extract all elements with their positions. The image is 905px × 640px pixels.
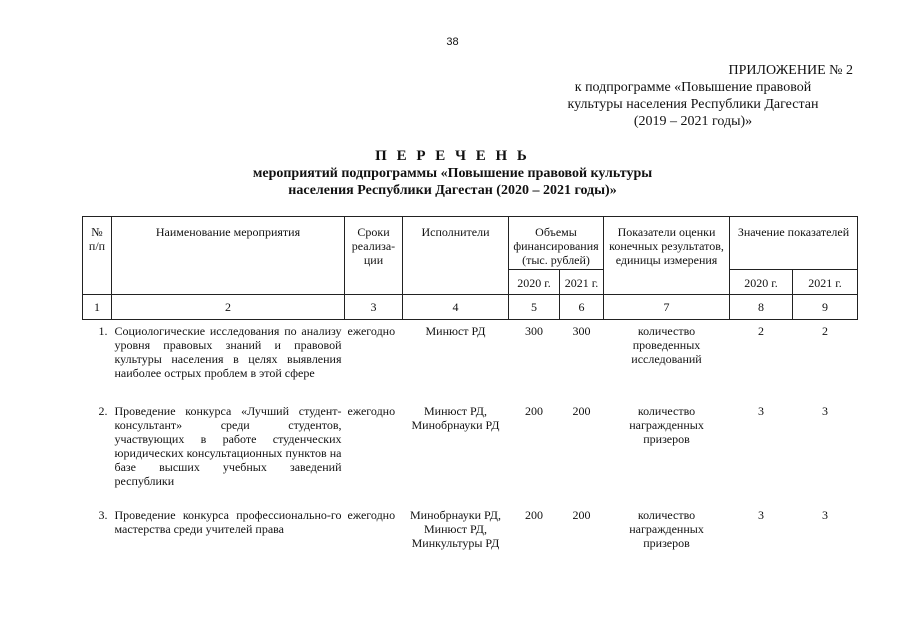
header-values-2020: 2020 г. bbox=[730, 270, 793, 295]
table-row bbox=[83, 400, 858, 504]
activity-terms: ежегодно bbox=[347, 324, 396, 338]
column-number: 6 bbox=[560, 295, 604, 320]
activity-executors: Минобрнауки РД, Минюст РД, Минкультуры РД bbox=[410, 508, 501, 550]
header-terms: Сроки реализа-ции bbox=[345, 217, 403, 295]
appendix-line: культуры населения Республики Дагестан bbox=[567, 97, 819, 112]
value-2020: 2 bbox=[758, 324, 765, 338]
appendix-heading: ПРИЛОЖЕНИЕ № 2 bbox=[728, 63, 853, 78]
appendix-block bbox=[533, 62, 853, 130]
title-subtitle: населения Республики Дагестан (2020 – 2021 годы)» bbox=[288, 183, 617, 198]
activity-terms: ежегодно bbox=[347, 404, 396, 418]
column-number: 9 bbox=[793, 295, 858, 320]
header-funding: Объемы финансирования (тыс. рублей) bbox=[509, 217, 604, 270]
activity-indicator: количество награжденных призеров bbox=[629, 508, 704, 550]
activity-indicator: количество награжденных призеров bbox=[629, 404, 704, 446]
column-number: 7 bbox=[604, 295, 730, 320]
activities-table bbox=[82, 216, 858, 568]
appendix-line: (2019 – 2021 годы)» bbox=[633, 114, 753, 129]
header-num: № п/п bbox=[83, 217, 112, 295]
header-name: Наименование мероприятия bbox=[112, 217, 345, 295]
page-number: 38 bbox=[446, 36, 459, 48]
appendix-line: к подпрограмме «Повышение правовой bbox=[574, 80, 812, 95]
activity-name: Проведение конкурса «Лучший студент-консультант» среди студентов, участвующих в работе студенческих юридических консультационных пунктов на базе высших учебных заведений республики bbox=[114, 404, 342, 488]
funding-2020: 200 bbox=[525, 508, 543, 522]
activity-indicator: количество проведенных исследований bbox=[631, 324, 702, 366]
value-2021: 3 bbox=[822, 508, 829, 522]
funding-2020: 200 bbox=[525, 404, 543, 418]
value-2020: 3 bbox=[758, 404, 765, 418]
column-number: 2 bbox=[112, 295, 345, 320]
activity-name: Проведение конкурса профессионально-го мастерства среди учителей права bbox=[114, 508, 342, 536]
activity-terms: ежегодно bbox=[347, 508, 396, 522]
value-2020: 3 bbox=[758, 508, 765, 522]
funding-2021: 200 bbox=[572, 508, 591, 522]
activity-name: Социологические исследования по анализу уровня правовых знаний и правовой культуры населения в целях выявления наиболее острых проблем в этой сфере bbox=[114, 324, 342, 380]
title-heading: П Е Р Е Ч Е Н Ь bbox=[375, 148, 530, 164]
header-funding-2020: 2020 г. bbox=[509, 270, 560, 295]
header-values: Значение показателей bbox=[730, 217, 858, 270]
value-2021: 3 bbox=[822, 404, 829, 418]
value-2021: 2 bbox=[822, 324, 829, 338]
activity-executors: Минюст РД, Минобрнауки РД bbox=[411, 404, 500, 432]
title-subtitle: мероприятий подпрограммы «Повышение правовой культуры bbox=[252, 166, 653, 181]
funding-2020: 300 bbox=[525, 324, 543, 338]
column-number: 5 bbox=[509, 295, 560, 320]
table-row bbox=[83, 504, 858, 568]
funding-2021: 200 bbox=[572, 404, 591, 418]
header-funding-2021: 2021 г. bbox=[560, 270, 604, 295]
row-number: 2. bbox=[98, 404, 108, 418]
table-row bbox=[83, 320, 858, 401]
activity-executors: Минюст РД bbox=[425, 324, 486, 338]
document-title bbox=[0, 148, 905, 199]
column-number: 8 bbox=[730, 295, 793, 320]
column-number: 1 bbox=[83, 295, 112, 320]
row-number: 3. bbox=[98, 508, 108, 522]
funding-2021: 300 bbox=[572, 324, 591, 338]
column-number: 3 bbox=[345, 295, 403, 320]
column-number: 4 bbox=[403, 295, 509, 320]
header-indicators: Показатели оценки конечных результатов, единицы измерения bbox=[604, 217, 730, 295]
header-executors: Исполнители bbox=[403, 217, 509, 295]
column-numbers-row bbox=[83, 295, 858, 320]
row-number: 1. bbox=[98, 324, 108, 338]
header-values-2021: 2021 г. bbox=[793, 270, 858, 295]
